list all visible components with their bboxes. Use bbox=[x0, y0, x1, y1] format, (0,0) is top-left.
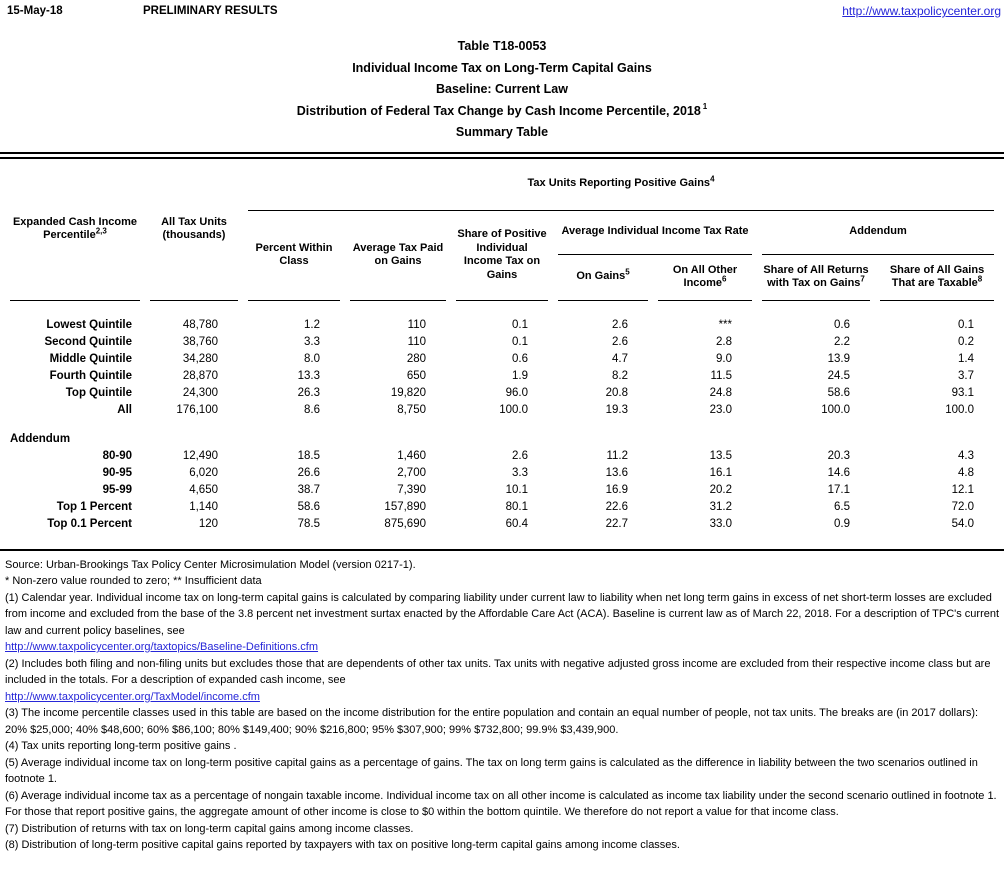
cell: 11.2 bbox=[606, 449, 628, 462]
cell: 54.0 bbox=[951, 517, 975, 530]
cell: 33.0 bbox=[709, 517, 732, 530]
cell: 8.0 bbox=[304, 352, 320, 365]
cell: 6.5 bbox=[834, 500, 850, 513]
cell: 22.7 bbox=[605, 517, 628, 530]
group-header-avg-income-tax-rate: Average Individual Income Tax Rate bbox=[558, 211, 752, 255]
cell: 0.1 bbox=[512, 318, 528, 331]
report-date: 15-May-18 bbox=[7, 5, 63, 17]
cell: 58.6 bbox=[827, 386, 850, 399]
cell: 13.3 bbox=[297, 369, 320, 382]
cell: 1,460 bbox=[397, 449, 426, 462]
cell: 1.9 bbox=[512, 369, 528, 382]
cell: 110 bbox=[407, 335, 426, 348]
group-header-positive-gains: Tax Units Reporting Positive Gains$^4$ bbox=[248, 159, 994, 211]
cell: 1,140 bbox=[189, 500, 218, 513]
addendum-row bbox=[10, 465, 994, 482]
cell: 58.6 bbox=[297, 500, 320, 513]
cell: 22.6 bbox=[605, 500, 628, 513]
row-label: Top Quintile bbox=[65, 386, 132, 399]
cell: 4.8 bbox=[958, 466, 975, 479]
title-block bbox=[0, 36, 1004, 144]
cell: 157,890 bbox=[384, 500, 426, 513]
cell: 18.5 bbox=[297, 449, 320, 462]
col-header-share-returns-with-tax: Share of All Returns with Tax on Gains$^7$ bbox=[762, 255, 870, 301]
cell: 3.7 bbox=[958, 369, 975, 382]
footnote-2: (2) Includes both filing and non-filing units but excludes those that are dependents of other tax units. Tax units with negative adjusted gross income are excluded from their respective income class but are included in the totals. For a description of expanded cash income, see bbox=[5, 657, 991, 686]
cell: 38.7 bbox=[297, 483, 320, 496]
cell: 3.3 bbox=[304, 335, 320, 348]
preliminary-results-label: PRELIMINARY RESULTS bbox=[143, 5, 278, 17]
cell: 16.1 bbox=[709, 466, 732, 479]
table-row bbox=[10, 385, 994, 402]
cell: 24.5 bbox=[827, 369, 850, 382]
footnote-3: (3) The income percentile classes used in this table are based on the income distribution for the entire population and contain an equal number of people, not tax units. The breaks are (in 2017 dollars): 20% $25,000; 40% $48,600; 60% $86,100; 80% $149,400; 90% $216,800; 95% $307,900; 99% $732,800; 99.9% $3,439,900. bbox=[5, 707, 979, 736]
cell: 8.6 bbox=[304, 403, 320, 416]
title-baseline: Baseline: Current Law bbox=[436, 82, 568, 96]
cell: 96.0 bbox=[505, 386, 528, 399]
addendum-row bbox=[10, 516, 994, 533]
cell: 24.8 bbox=[709, 386, 732, 399]
cell: 14.6 bbox=[827, 466, 850, 479]
footnote-7: (7) Distribution of returns with tax on long-term capital gains among income classes. bbox=[5, 822, 414, 835]
table-row bbox=[10, 317, 994, 334]
taxpolicycenter-home-link[interactable]: http://www.taxpolicycenter.org bbox=[842, 4, 1001, 18]
cell: 0.1 bbox=[512, 335, 528, 348]
title-distribution: Distribution of Federal Tax Change by Cash Income Percentile, 2018 $^1$ bbox=[296, 102, 708, 118]
col-header-on-all-other-income: On All Other Income$^6$ bbox=[658, 255, 752, 301]
addendum-row bbox=[10, 482, 994, 499]
summary-table bbox=[0, 159, 1004, 533]
baseline-definitions-link[interactable]: http://www.taxpolicycenter.org/taxtopics/Baseline-Definitions.cfm bbox=[5, 641, 319, 653]
row-label: All bbox=[117, 403, 132, 416]
cell: 2.6 bbox=[612, 335, 628, 348]
col-header-share-gains-taxable: Share of All Gains That are Taxable$^8$ bbox=[880, 255, 994, 301]
cell: 20.8 bbox=[605, 386, 628, 399]
cell: 650 bbox=[406, 369, 426, 382]
table-row bbox=[10, 402, 994, 419]
cell: 875,690 bbox=[384, 517, 426, 530]
cell: 280 bbox=[406, 352, 426, 365]
cell: 13.9 bbox=[827, 352, 850, 365]
cell: 93.1 bbox=[951, 386, 975, 399]
addendum-section-row bbox=[10, 431, 994, 448]
cell: 2.6 bbox=[512, 449, 528, 462]
cell: 10.1 bbox=[505, 483, 528, 496]
cell: 12.1 bbox=[951, 483, 975, 496]
cell: 24,300 bbox=[182, 386, 218, 399]
table-row bbox=[10, 351, 994, 368]
cell: 26.3 bbox=[297, 386, 320, 399]
cell: 31.2 bbox=[709, 500, 732, 513]
cell: 78.5 bbox=[297, 517, 320, 530]
cell: 12,490 bbox=[182, 449, 218, 462]
footnote-5: (5) Average individual income tax on long-term positive capital gains as a percentage of gains. The tax on long term gains is calculated as the difference in liability between the two scenarios outlined in footnote 1. bbox=[5, 756, 978, 785]
row-label: 90-95 bbox=[102, 466, 132, 479]
cell: 9.0 bbox=[716, 352, 732, 365]
cell: 6,020 bbox=[189, 466, 218, 479]
col-header-share-of-positive-tax: Share of Positive Individual Income Tax on Gains bbox=[456, 211, 548, 301]
footnote-6: (6) Average individual income tax as a percentage of nongain taxable income. Individual income tax on all other income is calculated as income tax liability under the second scenario outlined in footnote 1. For those that report positive gains, the aggregate amount of other income is close to $0 within the bottom quintile. We therefore do not report a value for that income class. bbox=[5, 789, 997, 818]
row-label: Top 0.1 Percent bbox=[47, 517, 132, 530]
cell: 20.3 bbox=[827, 449, 850, 462]
cell: 34,280 bbox=[182, 352, 218, 365]
row-label: Second Quintile bbox=[44, 335, 132, 348]
cell: 3.3 bbox=[512, 466, 528, 479]
addendum-section-label: Addendum bbox=[10, 432, 71, 445]
footnote-8: (8) Distribution of long-term positive capital gains reported by taxpayers with tax on positive long-term capital gains among income classes. bbox=[5, 839, 680, 851]
cell: 0.9 bbox=[834, 517, 850, 530]
col-header-on-gains: On Gains$^5$ bbox=[558, 255, 648, 301]
row-label: Middle Quintile bbox=[49, 352, 132, 365]
cell: 8.2 bbox=[612, 369, 628, 382]
row-label: 95-99 bbox=[102, 483, 132, 496]
spacer-row bbox=[10, 301, 994, 317]
cell: 2,700 bbox=[397, 466, 426, 479]
cell: 80.1 bbox=[505, 500, 528, 513]
title-subject: Individual Income Tax on Long-Term Capital Gains bbox=[352, 60, 652, 75]
footnote-4: (4) Tax units reporting long-term positive gains . bbox=[5, 740, 237, 752]
col-header-percent-within-class: Percent Within Class bbox=[248, 211, 340, 301]
cell: 20.2 bbox=[709, 483, 732, 496]
cell: 48,780 bbox=[182, 318, 218, 331]
cell: 100.0 bbox=[945, 403, 975, 416]
cell: 100.0 bbox=[499, 403, 528, 416]
cell: 72.0 bbox=[951, 500, 975, 513]
symbols-legend: * Non-zero value rounded to zero; ** Insufficient data bbox=[5, 575, 262, 587]
footnote-ref-1: 1 bbox=[702, 102, 708, 112]
cell: 16.9 bbox=[605, 483, 628, 496]
page-header bbox=[0, 0, 1004, 26]
row-label: Lowest Quintile bbox=[46, 318, 132, 331]
col-header-all-tax-units: All Tax Units (thousands) bbox=[150, 159, 238, 301]
row-label: Top 1 Percent bbox=[56, 500, 132, 513]
cell: 26.6 bbox=[297, 466, 320, 479]
footnotes-section bbox=[0, 551, 1004, 854]
cell: 0.6 bbox=[512, 352, 528, 365]
cell: 28,870 bbox=[182, 369, 218, 382]
cell: 176,100 bbox=[176, 403, 218, 416]
addendum-row bbox=[10, 499, 994, 516]
cell: 4.3 bbox=[958, 449, 975, 462]
cell: 1.4 bbox=[958, 352, 975, 365]
row-label: 80-90 bbox=[102, 449, 132, 462]
cell: 38,760 bbox=[182, 335, 218, 348]
cell: 13.6 bbox=[605, 466, 628, 479]
cell: 60.4 bbox=[505, 517, 528, 530]
cell: 0.2 bbox=[958, 335, 975, 348]
title-summary-table: Summary Table bbox=[455, 125, 549, 139]
cell: 17.1 bbox=[827, 483, 850, 496]
cell: 110 bbox=[407, 318, 426, 331]
cell: 2.2 bbox=[834, 335, 850, 348]
double-rule bbox=[0, 152, 1004, 159]
table-row bbox=[10, 368, 994, 385]
spacer-row bbox=[10, 419, 994, 431]
col-header-income-percentile: Expanded Cash Income Percentile$^{2,3}$ bbox=[10, 159, 140, 301]
cell: 13.5 bbox=[709, 449, 732, 462]
header-row-groups bbox=[10, 159, 994, 211]
addendum-row bbox=[10, 448, 994, 465]
cell: 4.7 bbox=[612, 352, 628, 365]
cell: 11.5 bbox=[710, 369, 732, 382]
cell: 8,750 bbox=[397, 403, 426, 416]
table-row bbox=[10, 334, 994, 351]
cell: 7,390 bbox=[397, 483, 426, 496]
cell: 2.6 bbox=[612, 318, 628, 331]
cell: 0.1 bbox=[958, 318, 975, 331]
cell: 19,820 bbox=[390, 386, 426, 399]
cell: 23.0 bbox=[709, 403, 732, 416]
cell: 4,650 bbox=[189, 483, 218, 496]
cell: 120 bbox=[198, 517, 218, 530]
cell: 2.8 bbox=[716, 335, 732, 348]
cell: *** bbox=[718, 318, 732, 331]
cell: 100.0 bbox=[821, 403, 850, 416]
footnote-1: (1) Calendar year. Individual income tax on long-term capital gains is calculated by comparing liability under current law to liability when net long term gains in excess of net short-term losses are excluded from income and excluded from the base of the 3.8 percent net investment surtax enacted by the Affordable Care Act (ACA). Baseline is current law as of March 22, 2018. For a description of TPC's current law and current policy baselines, see bbox=[5, 591, 1000, 637]
row-label: Fourth Quintile bbox=[49, 369, 132, 382]
cell: 19.3 bbox=[605, 403, 628, 416]
expanded-cash-income-link[interactable]: http://www.taxpolicycenter.org/TaxModel/income.cfm bbox=[5, 690, 260, 703]
col-header-average-tax-paid: Average Tax Paid on Gains bbox=[350, 211, 446, 301]
cell: 0.6 bbox=[834, 318, 850, 331]
table-number: Table T18-0053 bbox=[457, 39, 547, 53]
cell: 1.2 bbox=[304, 318, 320, 331]
group-header-addendum: Addendum bbox=[762, 211, 994, 255]
source-note: Source: Urban-Brookings Tax Policy Center Microsimulation Model (version 0217-1). bbox=[5, 558, 416, 571]
